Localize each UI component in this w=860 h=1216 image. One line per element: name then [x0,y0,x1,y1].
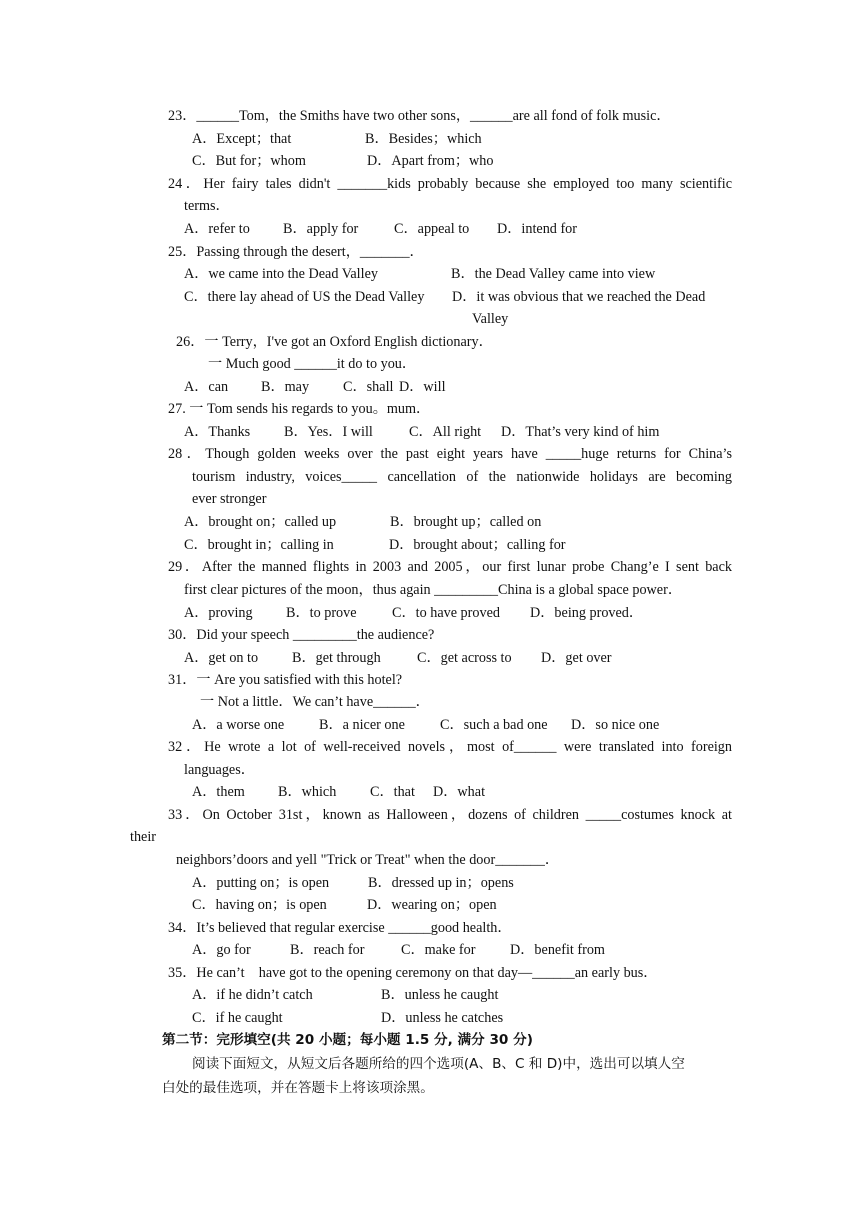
q34-option-c[interactable]: C．make for [401,942,476,958]
q34-option-a[interactable]: A．go for [192,942,251,958]
q25-option-d-cont: Valley [472,311,509,327]
q33-option-d[interactable]: D．wearing on；open [367,897,497,913]
q33-stem-line2: their [130,829,156,845]
q30-stem: 30．Did your speech _________the audience? [168,627,435,643]
q24-stem-line2: terms． [184,198,230,214]
q35-option-b[interactable]: B．unless he caught [381,987,499,1003]
section2-heading: 第二节：完形填空(共 20 小题；每小题 1.5 分, 满分 30 分) [162,1032,533,1048]
q31-stem-line2: 一 Not a little．We can’t have______． [200,694,430,710]
q33-option-a[interactable]: A．putting on；is open [192,875,330,891]
q28-stem-line1: 28．Though golden weeks over the past eight years have _____huge returns for China’s [168,446,732,462]
q25-stem: 25．Passing through the desert，_______． [168,244,424,260]
q28-option-b[interactable]: B．brought up；called on [390,514,542,530]
q23-stem: 23．______Tom，the Smiths have two other sons，______are all fond of folk music． [168,108,671,124]
q24-option-a[interactable]: A．refer to [184,221,250,237]
section2-instructions-line2: 白处的最佳选项，并在答题卡上将该项涂黑。 [162,1080,434,1096]
q31-option-b[interactable]: B．a nicer one [319,717,405,733]
q23-option-a[interactable]: A．Except；that [192,131,292,147]
q35-option-a[interactable]: A．if he didn’t catch [192,987,313,1003]
q28-option-d[interactable]: D．brought about；calling for [389,537,566,553]
q29-option-d[interactable]: D．being proved． [530,605,644,621]
q33-stem-line3: neighbors’doors and yell "Trick or Treat" when the door_______． [176,852,560,868]
q33-stem-line1: 33．On October 31st，known as Halloween，dozens of children _____costumes knock at [168,807,732,823]
q27-option-a[interactable]: A．Thanks [184,424,251,440]
q27-stem: 27. 一 Tom sends his regards to you。mum． [168,401,431,417]
q33-option-b[interactable]: B．dressed up in；opens [368,875,514,891]
q24-stem-line1: 24．Her fairy tales didn't _______kids probably because she employed too many scientific [168,176,732,192]
q31-stem-line1: 31．一 Are you satisfied with this hotel? [168,672,403,688]
q24-option-d[interactable]: D．intend for [497,221,577,237]
q24-option-b[interactable]: B．apply for [283,221,359,237]
q29-stem-line2: first clear pictures of the moon，thus again _________China is a global space power． [184,582,683,598]
q23-option-b[interactable]: B．Besides；which [365,131,482,147]
q28-stem-line3: ever stronger [192,491,267,507]
q30-option-c[interactable]: C．get across to [417,650,512,666]
q29-option-a[interactable]: A．proving [184,605,253,621]
q34-option-b[interactable]: B．reach for [290,942,365,958]
q23-option-d[interactable]: D．Apart from；who [367,153,494,169]
q32-stem-line1: 32．He wrote a lot of well-received novels，most of______ were translated into foreign [168,739,732,755]
section2-instructions-line1: 阅读下面短文，从短文后各题所给的四个选项(A、B、C 和 D)中，选出可以填人空 [192,1056,685,1072]
q32-option-d[interactable]: D．what [433,784,486,800]
q26-option-a[interactable]: A．can [184,379,229,395]
q30-option-b[interactable]: B．get through [292,650,381,666]
q28-option-c[interactable]: C．brought in；calling in [184,537,334,553]
q29-stem-line1: 29．After the manned flights in 2003 and 2005，our first lunar probe Chang’e I sent back [168,559,732,575]
q29-option-c[interactable]: C．to have proved [392,605,500,621]
q32-option-b[interactable]: B．which [278,784,337,800]
q25-option-a[interactable]: A．we came into the Dead Valley [184,266,378,282]
q32-option-c[interactable]: C．that [370,784,415,800]
q26-option-d[interactable]: D．will [399,379,446,395]
q27-option-c[interactable]: C．All right [409,424,482,440]
q25-option-d[interactable]: D．it was obvious that we reached the Dead [452,289,706,305]
q31-option-d[interactable]: D．so nice one [571,717,660,733]
q26-option-c[interactable]: C．shall [343,379,394,395]
q34-stem: 34．It’s believed that regular exercise ______good health． [168,920,512,936]
q30-option-d[interactable]: D．get over [541,650,612,666]
q26-option-b[interactable]: B．may [261,379,310,395]
q32-stem-line2: languages． [184,762,255,778]
q25-option-c[interactable]: C．there lay ahead of US the Dead Valley [184,289,425,305]
q24-option-c[interactable]: C．appeal to [394,221,470,237]
q28-option-a[interactable]: A．brought on；called up [184,514,337,530]
q31-option-a[interactable]: A．a worse one [192,717,285,733]
q26-stem-line2: 一 Much good ______it do to you． [208,356,417,372]
q27-option-d[interactable]: D．That’s very kind of him [501,424,660,440]
q35-option-d[interactable]: D．unless he catches [381,1010,504,1026]
q27-option-b[interactable]: B．Yes．I will [284,424,373,440]
q33-option-c[interactable]: C．having on；is open [192,897,327,913]
q34-option-d[interactable]: D．benefit from [510,942,605,958]
q35-stem: 35．He can’t have got to the opening ceremony on that day—______an early bus． [168,965,658,981]
q35-option-c[interactable]: C．if he caught [192,1010,283,1026]
q28-stem-line2: tourism industry, voices_____ cancellation of the nationwide holidays are becoming [192,469,732,485]
q26-stem-line1: 26．一 Terry，I've got an Oxford English dictionary． [176,334,493,350]
q30-option-a[interactable]: A．get on to [184,650,259,666]
q32-option-a[interactable]: A．them [192,784,245,800]
q29-option-b[interactable]: B．to prove [286,605,357,621]
q25-option-b[interactable]: B．the Dead Valley came into view [451,266,656,282]
q31-option-c[interactable]: C．such a bad one [440,717,548,733]
q23-option-c[interactable]: C．But for；whom [192,153,306,169]
